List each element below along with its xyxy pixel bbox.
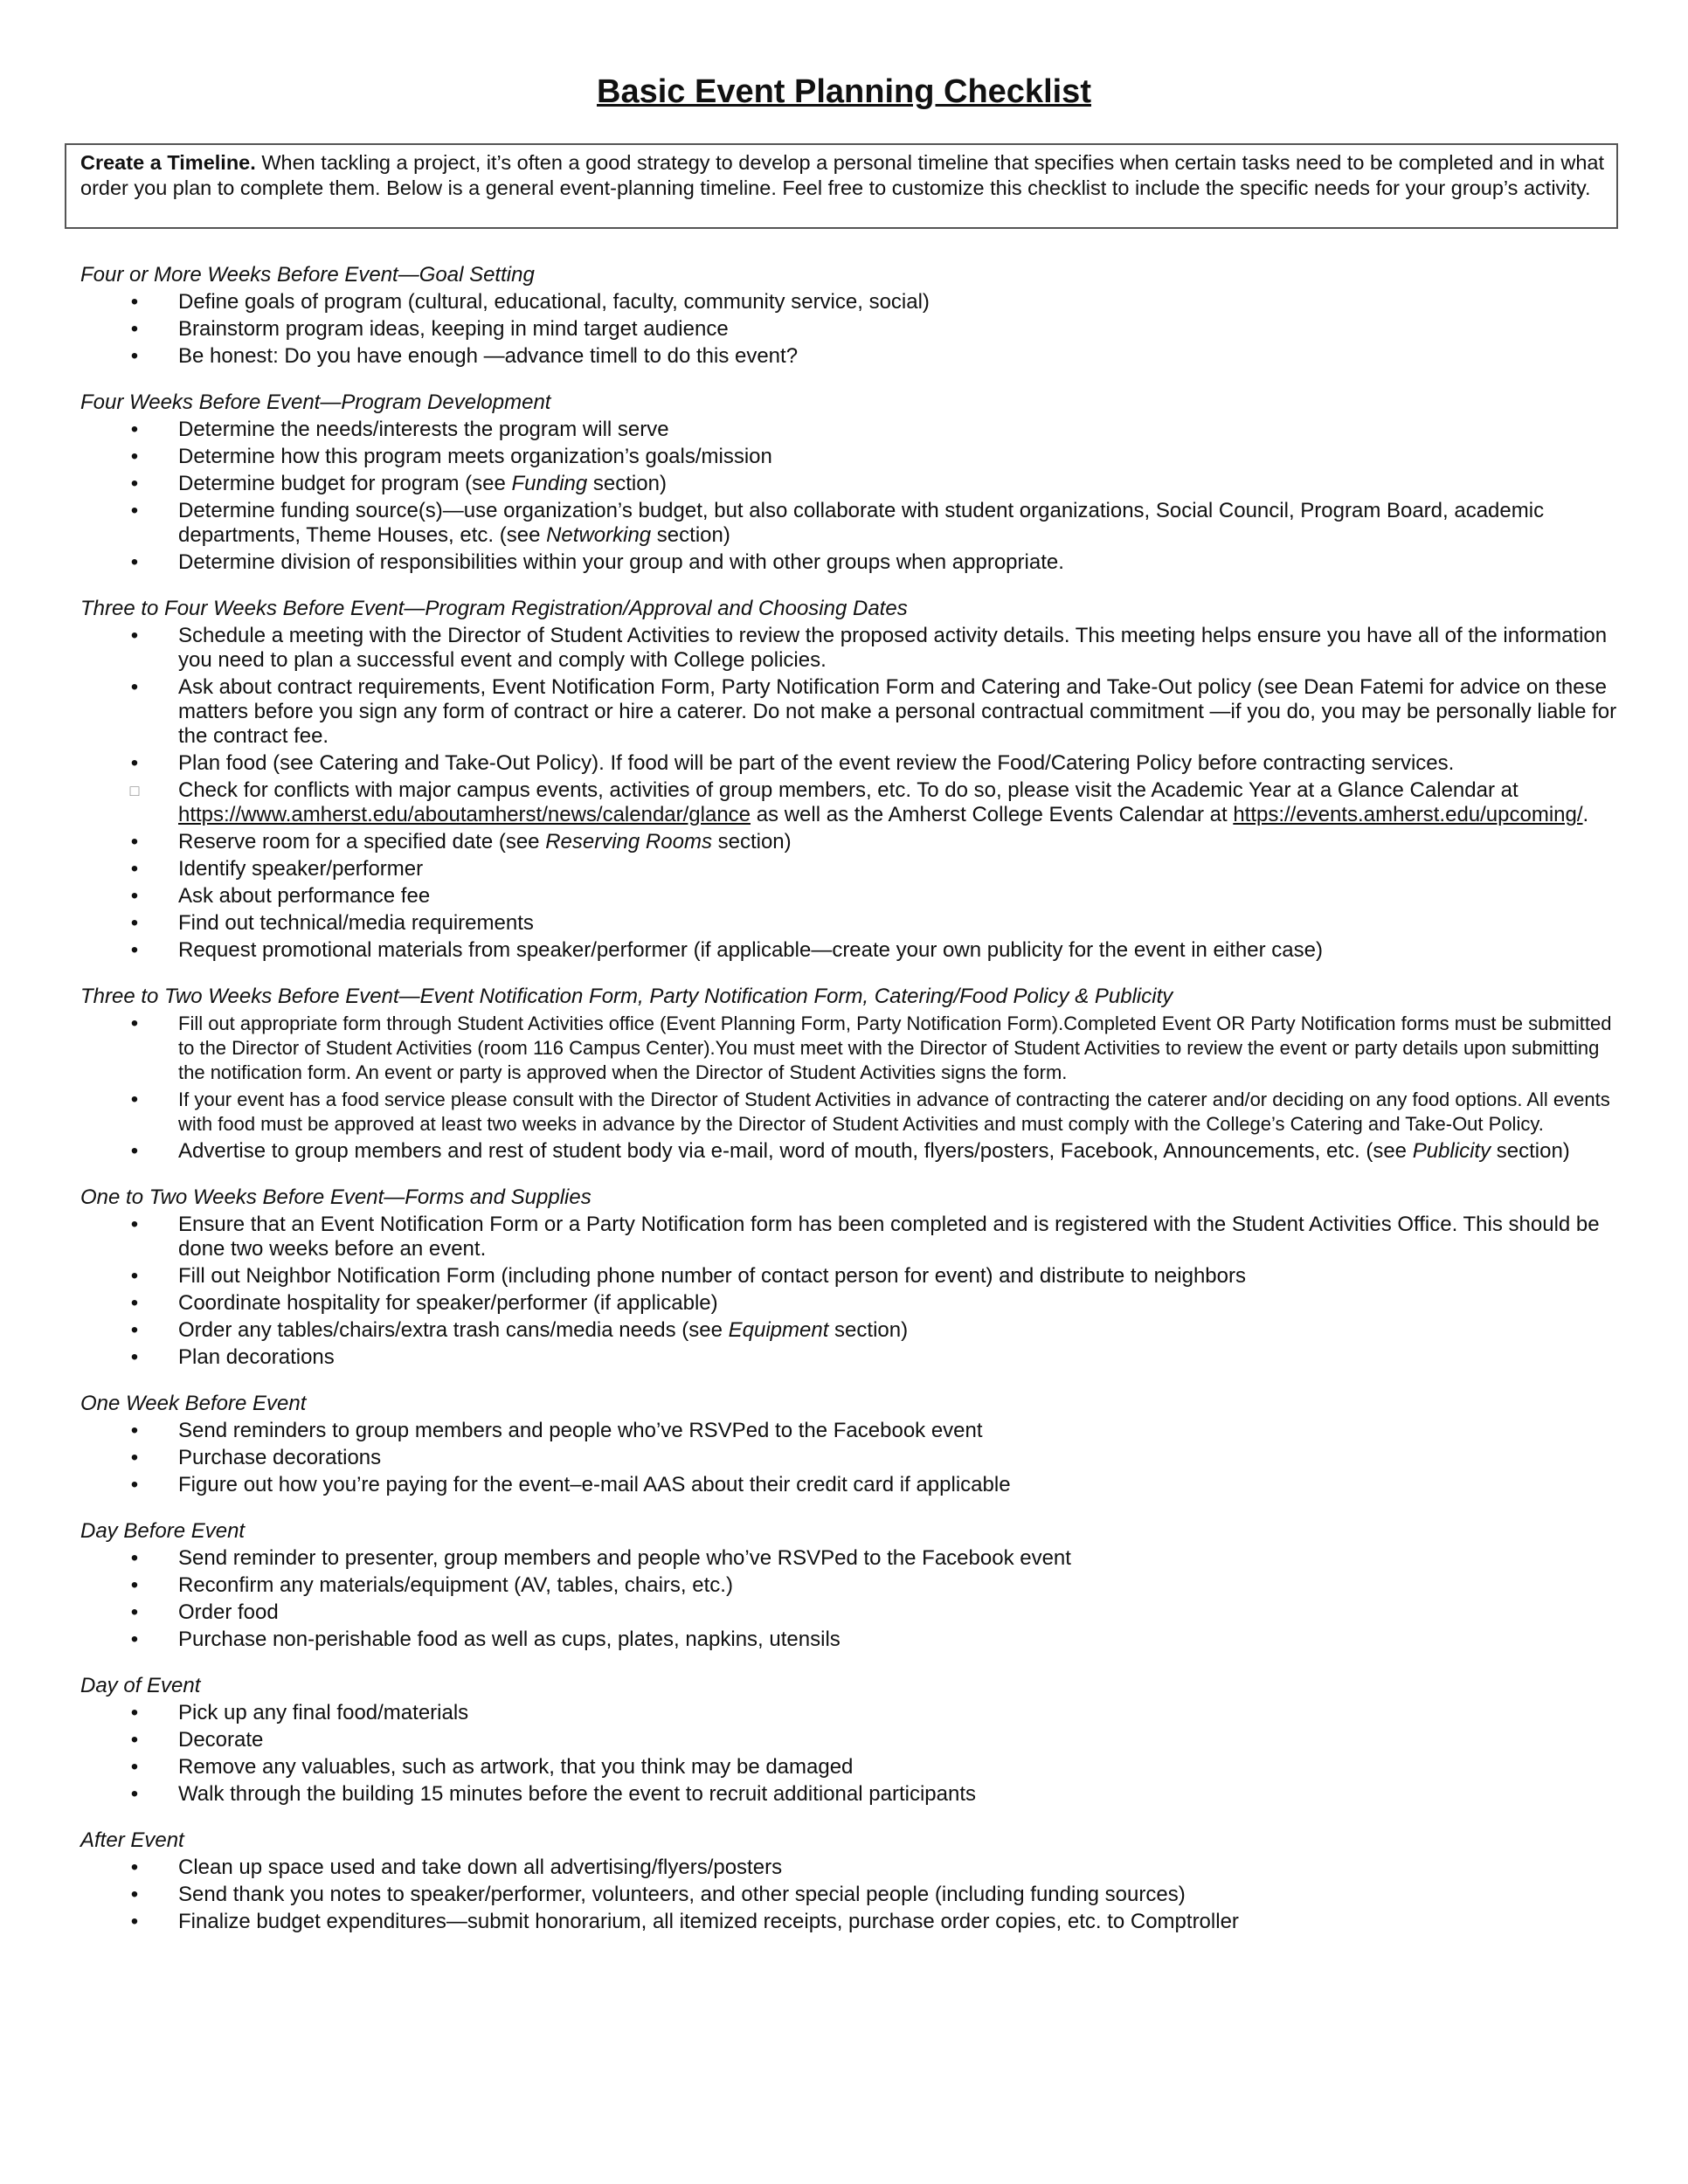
item-text: Determine division of responsibilities within your group and with other groups when appropriate. <box>178 550 1064 574</box>
checklist-item <box>80 1782 1618 1807</box>
item-text: Send thank you notes to speaker/performer, volunteers, and other special people (including funding sources) <box>178 1883 1186 1906</box>
italic-reference: Equipment <box>728 1318 829 1342</box>
item-text: Send reminders to group members and people who’ve RSVPed to the Facebook event <box>178 1419 983 1442</box>
item-text: Fill out appropriate form through Student Activities office (Event Planning Form, Party Notification Form).Completed Event OR Party Notification forms must be submitted to the Director of Student Activities (room 116 Campus Center).You must meet with the Director of Student Activities to review the event or party details upon submitting the notification form. An event or party is approved when the Director of Student Activities signs the form. <box>178 1013 1612 1083</box>
checklist-section <box>80 1673 1618 1807</box>
bullet-icon: • <box>130 472 139 495</box>
checklist-item <box>80 1883 1618 1907</box>
checklist-item <box>80 751 1618 776</box>
checklist-item <box>80 499 1618 548</box>
bullet-icon: • <box>130 1628 139 1651</box>
item-text: Decorate <box>178 1728 264 1752</box>
section-heading: Three to Two Weeks Before Event—Event Notification Form, Party Notification Form, Catering/Food Policy & Publicity <box>80 985 1173 1008</box>
checklist-item <box>80 1139 1618 1164</box>
intro-lead: Create a Timeline. <box>80 151 256 174</box>
item-text: Determine how this program meets organization’s goals/mission <box>178 445 772 468</box>
section-heading: Day Before Event <box>80 1519 246 1543</box>
item-text: Figure out how you’re paying for the event–e-mail AAS about their credit card if applicable <box>178 1473 1011 1496</box>
item-text: Be honest: Do you have enough ―advance time‖ to do this event? <box>178 344 799 368</box>
section-heading: After Event <box>80 1828 184 1852</box>
item-text: Ensure that an Event Notification Form or a Party Notification form has been completed and is registered with the Student Activities Office. This should be done two weeks before an event. <box>178 1213 1600 1261</box>
checklist-sections <box>80 262 1618 1955</box>
item-text: Reserve room for a specified date (see Reserving Rooms section) <box>178 830 792 854</box>
checklist-section <box>80 262 1618 369</box>
checklist-item <box>80 1856 1618 1880</box>
section-heading: One Week Before Event <box>80 1392 307 1415</box>
checklist-item <box>80 1345 1618 1370</box>
item-text: Find out technical/media requirements <box>178 911 534 935</box>
intro-body: When tackling a project, it’s often a good strategy to develop a personal timeline that specifies when certain tasks need to be completed and in what order you plan to complete them. Below is a general event-planning timeline. Feel free to customize this checklist to include the specific needs for your group’s activity. <box>80 151 1604 199</box>
section-heading: Four or More Weeks Before Event—Goal Setting <box>80 263 535 287</box>
item-text: If your event has a food service please consult with the Director of Student Activities in advance of contracting the caterer and/or deciding on any food options. All events with food must be approved at least two weeks in advance by the Director of Student Activities and must comply with the College’s Catering and Take-Out Policy. <box>178 1089 1610 1135</box>
checklist-item <box>80 1012 1618 1085</box>
bullet-icon: • <box>130 445 139 468</box>
italic-reference: Funding <box>511 472 588 495</box>
item-text: Remove any valuables, such as artwork, that you think may be damaged <box>178 1755 854 1779</box>
bullet-icon: • <box>130 857 139 881</box>
checklist-section <box>80 1185 1618 1370</box>
item-text: Pick up any final food/materials <box>178 1701 469 1724</box>
checklist-item <box>80 1910 1618 1934</box>
checklist-items <box>80 1856 1618 1934</box>
checklist-item <box>80 1291 1618 1316</box>
checklist-items <box>80 624 1618 963</box>
bullet-icon: • <box>130 499 139 522</box>
item-text: Reconfirm any materials/equipment (AV, tables, chairs, etc.) <box>178 1573 733 1597</box>
checklist-item <box>80 1701 1618 1725</box>
item-text: Walk through the building 15 minutes before the event to recruit additional participants <box>178 1782 976 1806</box>
checklist-item <box>80 1264 1618 1289</box>
bullet-icon: • <box>130 1473 139 1496</box>
italic-reference: Networking <box>546 523 652 547</box>
bullet-icon: • <box>130 290 139 314</box>
bullet-icon: • <box>130 1728 139 1752</box>
bullet-icon: • <box>130 1546 139 1570</box>
item-text: Order any tables/chairs/extra trash cans/media needs (see Equipment section) <box>178 1318 909 1342</box>
bullet-icon: • <box>130 830 139 854</box>
italic-reference: Publicity <box>1412 1139 1491 1163</box>
item-text: Check for conflicts with major campus events, activities of group members, etc. To do so, please visit the Academic Year at a Glance Calendar at https://www.amherst.edu/aboutamherst/news/calendar/glance as well as the Amherst College Events Calendar at https://events.amherst.edu/upcoming/. <box>178 778 1589 826</box>
item-text: Determine budget for program (see Funding section) <box>178 472 667 495</box>
checklist-item <box>80 911 1618 936</box>
checklist-item <box>80 857 1618 881</box>
checklist-item <box>80 1446 1618 1470</box>
bullet-icon: • <box>130 1213 139 1236</box>
checklist-item <box>80 1755 1618 1780</box>
checklist-item <box>80 1600 1618 1625</box>
bullet-icon: • <box>130 624 139 647</box>
section-heading: Four Weeks Before Event—Program Development <box>80 390 551 414</box>
checklist-item <box>80 884 1618 909</box>
item-text: Send reminder to presenter, group members and people who’ve RSVPed to the Facebook event <box>178 1546 1071 1570</box>
checklist-items <box>80 1213 1618 1370</box>
section-heading: Three to Four Weeks Before Event—Program Registration/Approval and Choosing Dates <box>80 597 908 620</box>
bullet-icon: • <box>130 751 139 775</box>
bullet-icon: • <box>130 938 139 962</box>
url-link[interactable]: https://events.amherst.edu/upcoming/ <box>1233 803 1583 826</box>
item-text: Ask about contract requirements, Event Notification Form, Party Notification Form and Catering and Take-Out policy (see Dean Fatemi for advice on these matters before you sign any form of contract or hire a caterer. Do not make a personal contractual commitment ―if you do, you may be personally liable for the contract fee. <box>178 675 1617 748</box>
checklist-item <box>80 830 1618 854</box>
item-text: Brainstorm program ideas, keeping in mind target audience <box>178 317 729 341</box>
item-text: Purchase non-perishable food as well as cups, plates, napkins, utensils <box>178 1628 841 1651</box>
checkbox-glyph-icon: □ <box>129 782 140 799</box>
bullet-icon: • <box>130 317 139 341</box>
intro-box <box>65 143 1618 229</box>
item-text: Finalize budget expenditures—submit honorarium, all itemized receipts, purchase order copies, etc. to Comptroller <box>178 1910 1239 1933</box>
url-link[interactable]: https://www.amherst.edu/aboutamherst/news/calendar/glance <box>178 803 751 826</box>
checklist-items <box>80 1546 1618 1652</box>
bullet-icon: • <box>130 1088 139 1111</box>
bullet-icon: • <box>130 1264 139 1288</box>
checklist-item <box>80 938 1618 963</box>
item-text: Identify speaker/performer <box>178 857 424 881</box>
item-text: Order food <box>178 1600 279 1624</box>
checklist-item <box>80 1088 1618 1137</box>
bullet-icon: • <box>130 1446 139 1469</box>
bullet-icon: • <box>130 1701 139 1724</box>
checklist-item <box>80 1213 1618 1261</box>
bullet-icon: • <box>130 1012 139 1035</box>
checklist-item <box>80 1573 1618 1598</box>
checklist-item <box>80 418 1618 442</box>
italic-reference: Reserving Rooms <box>545 830 712 854</box>
checklist-item <box>80 1318 1618 1343</box>
checklist-items <box>80 1012 1618 1164</box>
bullet-icon: • <box>130 1419 139 1442</box>
bullet-icon: • <box>130 550 139 574</box>
bullet-icon: • <box>130 1139 139 1163</box>
checklist-item <box>80 472 1618 496</box>
checklist-item <box>80 344 1618 369</box>
item-text: Purchase decorations <box>178 1446 382 1469</box>
checklist-item <box>80 290 1618 314</box>
section-heading: Day of Event <box>80 1674 201 1697</box>
item-text: Coordinate hospitality for speaker/performer (if applicable) <box>178 1291 718 1315</box>
checklist-items <box>80 418 1618 575</box>
checklist-section <box>80 1518 1618 1652</box>
bullet-icon: • <box>130 1573 139 1597</box>
checklist-item <box>80 1728 1618 1752</box>
bullet-icon: • <box>130 418 139 441</box>
bullet-icon: • <box>130 1345 139 1369</box>
checklist-section <box>80 596 1618 963</box>
checklist-section <box>80 984 1618 1164</box>
item-text: Schedule a meeting with the Director of Student Activities to review the proposed activity details. This meeting helps ensure you have all of the information you need to plan a successful event and comply with College policies. <box>178 624 1608 672</box>
checklist-item <box>80 445 1618 469</box>
checklist-item <box>80 1628 1618 1652</box>
item-text: Plan decorations <box>178 1345 335 1369</box>
bullet-icon: • <box>130 1782 139 1806</box>
bullet-icon: • <box>130 1856 139 1879</box>
bullet-icon: • <box>130 344 139 368</box>
item-text: Plan food (see Catering and Take-Out Policy). If food will be part of the event review the Food/Catering Policy before contracting services. <box>178 751 1455 775</box>
checklist-item <box>80 550 1618 575</box>
bullet-icon: • <box>130 1318 139 1342</box>
section-heading: One to Two Weeks Before Event—Forms and Supplies <box>80 1185 591 1209</box>
checklist-items <box>80 1701 1618 1807</box>
item-text: Define goals of program (cultural, educational, faculty, community service, social) <box>178 290 930 314</box>
checklist-item <box>80 675 1618 749</box>
checklist-section <box>80 1391 1618 1497</box>
item-text: Advertise to group members and rest of student body via e-mail, word of mouth, flyers/posters, Facebook, Announcements, etc. (see Publicity section) <box>178 1139 1570 1163</box>
checklist-section <box>80 1828 1618 1934</box>
item-text: Determine funding source(s)—use organization’s budget, but also collaborate with student organizations, Social Council, Program Board, academic departments, Theme Houses, etc. (see Networking section) <box>178 499 1545 547</box>
item-text: Request promotional materials from speaker/performer (if applicable—create your own publicity for the event in either case) <box>178 938 1323 962</box>
bullet-icon: • <box>130 1755 139 1779</box>
page-title: Basic Event Planning Checklist <box>597 73 1091 110</box>
checklist-item <box>80 1546 1618 1571</box>
checklist-item <box>80 778 1618 827</box>
checklist-item <box>80 1419 1618 1443</box>
item-text: Fill out Neighbor Notification Form (including phone number of contact person for event) and distribute to neighbors <box>178 1264 1246 1288</box>
bullet-icon: • <box>130 1600 139 1624</box>
checklist-item <box>80 1473 1618 1497</box>
bullet-icon: • <box>130 1291 139 1315</box>
checklist-items <box>80 1419 1618 1497</box>
checklist-item <box>80 317 1618 342</box>
item-text: Clean up space used and take down all advertising/flyers/posters <box>178 1856 783 1879</box>
bullet-icon: • <box>130 884 139 908</box>
bullet-icon: • <box>130 1883 139 1906</box>
bullet-icon: • <box>130 675 139 699</box>
bullet-icon: • <box>130 911 139 935</box>
item-text: Ask about performance fee <box>178 884 431 908</box>
checklist-section <box>80 390 1618 575</box>
item-text: Determine the needs/interests the program will serve <box>178 418 669 441</box>
checklist-item <box>80 624 1618 673</box>
bullet-icon: • <box>130 1910 139 1933</box>
checklist-items <box>80 290 1618 369</box>
